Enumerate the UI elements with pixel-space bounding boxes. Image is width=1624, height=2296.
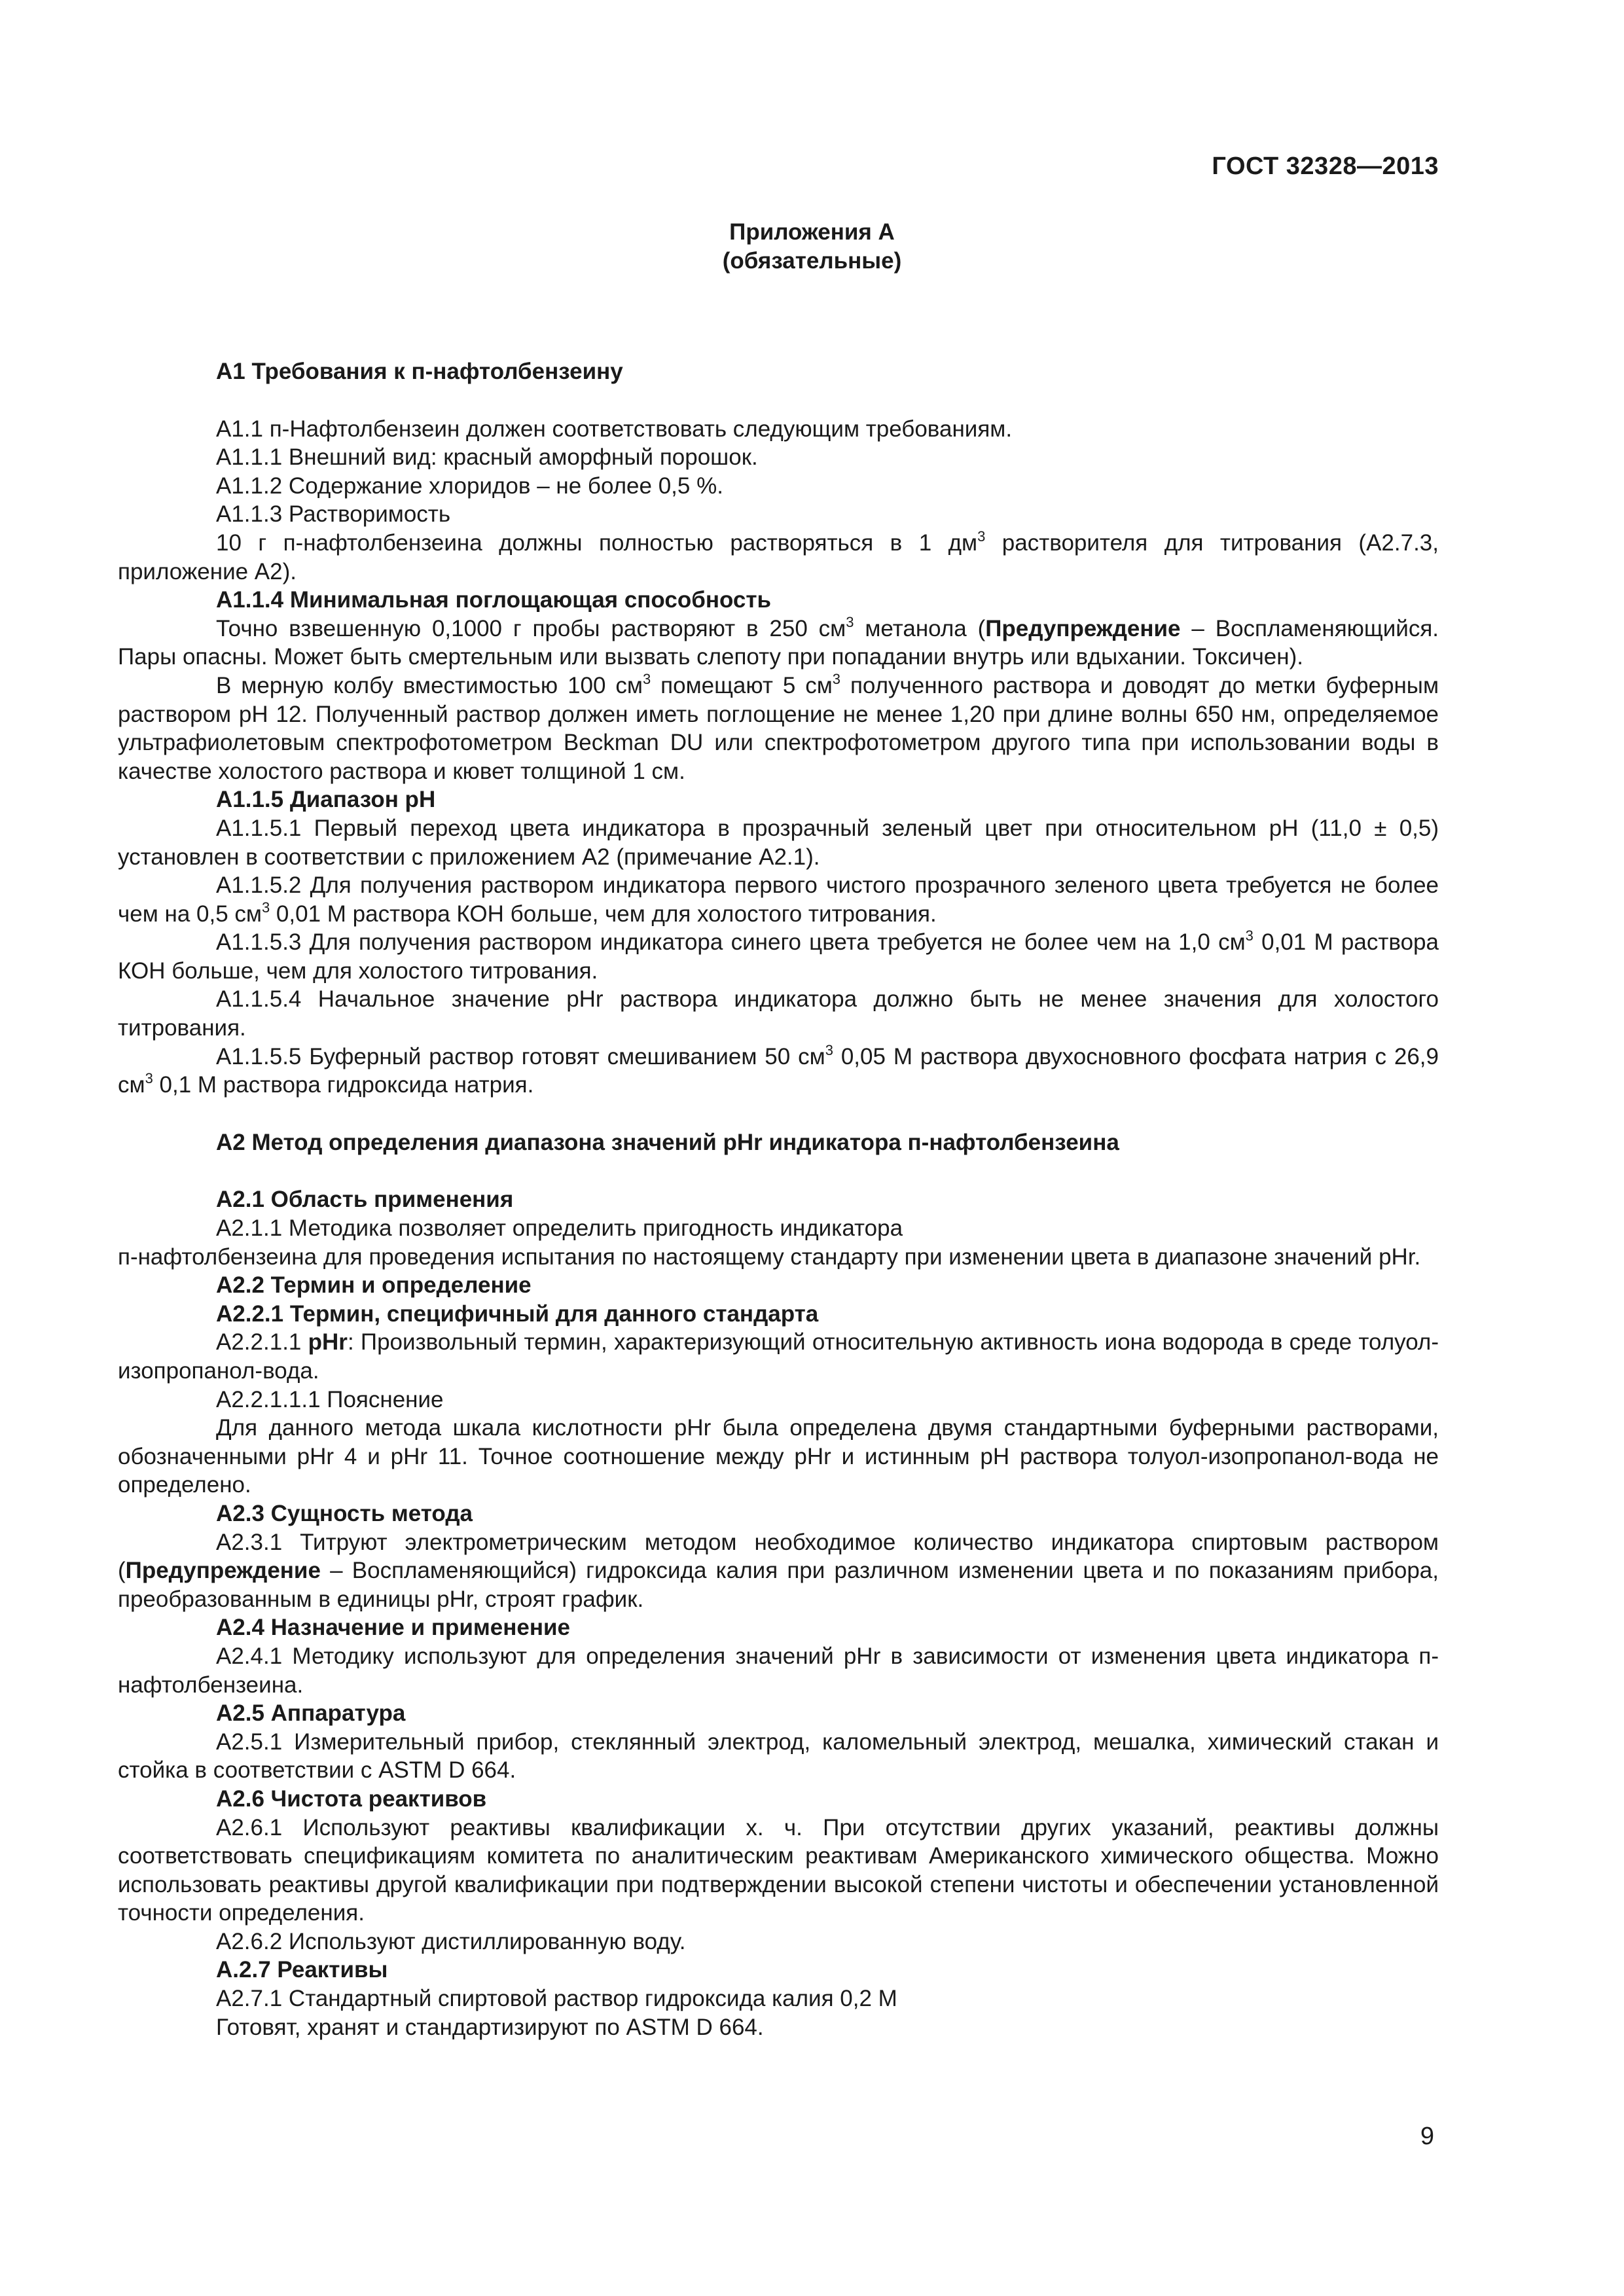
paragraph: А1.1.1 Внешний вид: красный аморфный порошок. (216, 444, 758, 471)
subsection-title: А2.5 Аппаратура (216, 1700, 406, 1727)
paragraph: А2.2.1.1 рНr: Произвольный термин, характеризующий относительную активность иона водорода в среде толуол-изопропанол-вода. (118, 1329, 1439, 1384)
warning-label: Предупреждение (125, 1558, 321, 1584)
subsection-title: А2.3 Сущность метода (216, 1500, 473, 1526)
page-number: 9 (1420, 2123, 1434, 2150)
term: рНr (308, 1329, 348, 1355)
paragraph: Точно взвешенную 0,1000 г пробы растворяют в 250 $см^3$ метанола (Предупреждение – Воспламеняющийся. Пары опасны. Может быть смертельным или вызвать слепоту при попадании внутрь или вдыхании. Токсичен). (118, 613, 1439, 670)
paragraph: А1.1.5.4 Начальное значение рНr раствора индикатора должно быть не менее значения для холостого титрования. (118, 986, 1439, 1041)
paragraph: А1.1.2 Содержание хлоридов – не более 0,5 %. (216, 473, 723, 499)
paragraph: А2.4.1 Методику используют для определения значений рНr в зависимости от изменения цвета индикатора п-нафтолбензеина. (118, 1643, 1439, 1698)
paragraph: А2.1.1 Методика позволяет определить пригодность индикатора (216, 1215, 903, 1242)
subsection-title: А2.6 Чистота реактивов (216, 1785, 487, 1812)
subsection-title: А.2.7 Реактивы (216, 1957, 388, 1983)
annex-heading (0, 218, 1624, 276)
document-body (118, 357, 1439, 2041)
paragraph: А2.5.1 Измерительный прибор, стеклянный электрод, каломельный электрод, мешалка, химический стакан и стойка в соответствии с ASTM D 664. (118, 1729, 1439, 1784)
paragraph: А2.7.1 Стандартный спиртовой раствор гидроксида калия 0,2 М (216, 1986, 897, 2012)
paragraph: А1.1 п-Нафтолбензеин должен соответствовать следующим требованиям. (216, 416, 1013, 442)
paragraph: 10 г п-нафтолбензеина должны полностью растворяться в 1 $дм^3$ растворителя для титрования (А2.7.3, приложение А2). (118, 528, 1439, 584)
section-a2-title: А2 Метод определения диапазона значений рНr индикатора п-нафтолбензеина (216, 1129, 1119, 1155)
paragraph: А1.1.3 Растворимость (216, 501, 451, 528)
paragraph: А1.1.5.2 Для получения раствором индикатора первого чистого прозрачного зеленого цвета требуется не более чем на 0,5 $см^3$ 0,01 М раствора КОН больше, чем для холостого титрования. (118, 872, 1439, 927)
subsection-title: А2.2 Термин и определение (216, 1272, 532, 1299)
paragraph: А1.1.5.3 Для получения раствором индикатора синего цвета требуется не более чем на 1,0 $см^3$ 0,01 М раствора КОН больше, чем для холостого титрования. (118, 927, 1439, 984)
paragraph: А1.1.5.5 Буферный раствор готовят смешиванием 50 $см^3$ 0,05 М раствора двухосновного фосфата натрия с 26,9 $см^3$ 0,1 М раствора гидроксида натрия. (118, 1041, 1439, 1098)
subsection-title: А1.1.4 Минимальная поглощающая способность (216, 587, 771, 613)
subsection-title: А2.1 Область применения (216, 1187, 514, 1213)
subsection-title: А2.2.1 Термин, специфичный для данного стандарта (216, 1300, 819, 1327)
paragraph: А2.3.1 Титруют электрометрическим методом необходимое количество индикатора спиртовым раствором (Предупреждение – Воспламеняющийся) гидроксида калия при различном изменении цвета и по показаниям прибора, преобразованным в единицы рНr, строят график. (118, 1529, 1439, 1612)
paragraph: Для данного метода шкала кислотности рНr была определена двумя стандартными буферными растворами, обозначенными рНr 4 и рНr 11. Точное соотношение между рНr и истинным рН раствора толуол-изопропанол-вода не определено. (118, 1415, 1439, 1498)
paragraph: А1.1.5.1 Первый переход цвета индикатора в прозрачный зеленый цвет при относительном рН (11,0 ± 0,5) установлен в соответствии с приложением А2 (примечание А2.1). (118, 815, 1439, 870)
subsection-title: А2.4 Назначение и применение (216, 1615, 570, 1641)
paragraph: А2.6.1 Используют реактивы квалификации х. ч. При отсутствии других указаний, реактивы должны соответствовать спецификациям комитета по аналитическим реактивам Американского химического общества. Можно использовать реактивы другой квалификации при подтверждении высокой степени чистоты и обеспечении установленной точности определения. (118, 1814, 1439, 1926)
paragraph: А2.6.2 Используют дистиллированную воду. (216, 1928, 686, 1954)
paragraph: В мерную колбу вместимостью 100 $см^3$ помещают 5 $см^3$ полученного раствора и доводят до метки буферным раствором рН 12. Полученный раствор должен иметь поглощение не менее 1,20 при длине волны 650 нм, определяемое ультрафиолетовым спектрофотометром Beckman DU или спектрофотометром другого типа при использовании воды в качестве холостого раствора и кювет толщиной 1 см. (118, 670, 1439, 784)
warning-label: Предупреждение (985, 615, 1181, 641)
paragraph: А2.2.1.1.1 Пояснение (216, 1386, 444, 1412)
subsection-title: А1.1.5 Диапазон рН (216, 787, 436, 813)
paragraph: Готовят, хранят и стандартизируют по ASTM D 664. (216, 2014, 764, 2040)
section-a1-title: А1 Требования к п-нафтолбензеину (216, 359, 623, 384)
annex-title: Приложения А (729, 219, 895, 245)
paragraph: п-нафтолбензеина для проведения испытания по настоящему стандарту при изменении цвета в диапазоне значений рНr. (118, 1244, 1421, 1270)
annex-subtitle: (обязательные) (722, 248, 902, 274)
standard-header: ГОСТ 32328—2013 (1212, 152, 1439, 180)
